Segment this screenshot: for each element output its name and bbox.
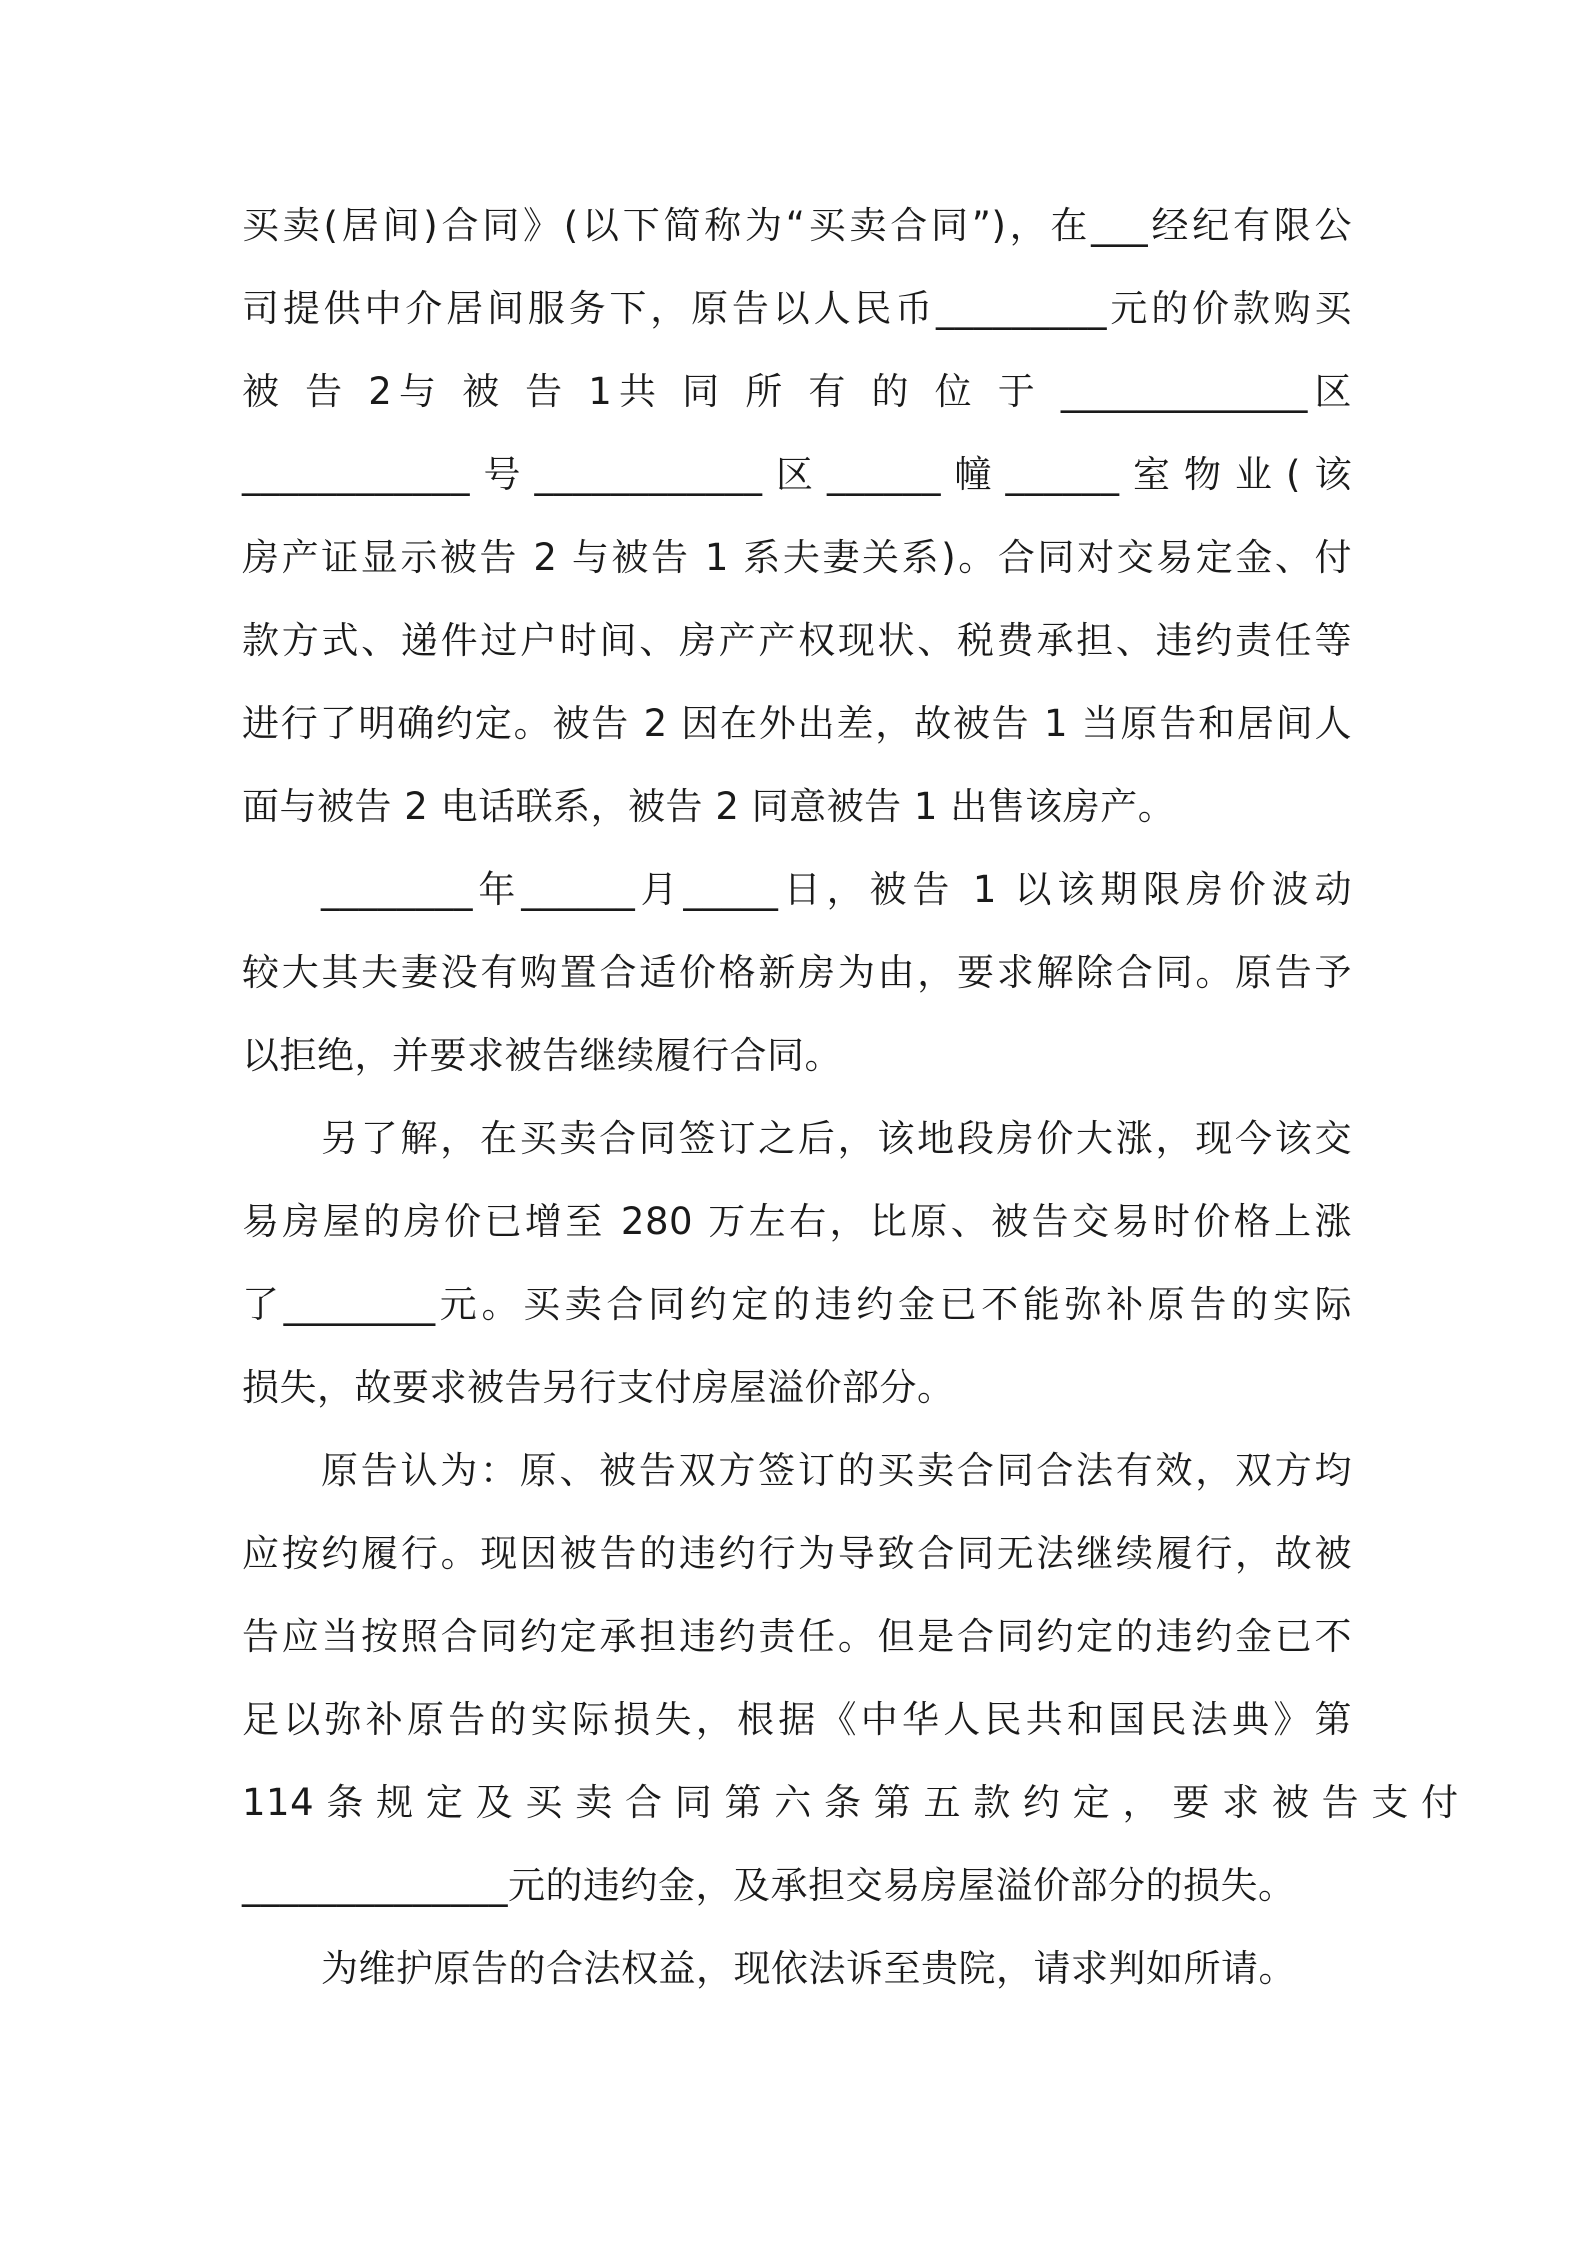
text-line: 款方式、递件过户时间、房产产权现状、税费承担、违约责任等 <box>242 619 1352 662</box>
text-line: 进行了明确约定。被告 2 因在外出差，故被告 1 当原告和居间人 <box>242 702 1352 745</box>
text-line: 以拒绝，并要求被告继续履行合同。 <box>242 1034 842 1077</box>
text-line: 了________元。买卖合同约定的违约金已不能弥补原告的实际 <box>242 1283 1352 1326</box>
text-line: 为维护原告的合法权益，现依法诉至贵院，请求判如所请。 <box>321 1947 1296 1990</box>
text-line: 面与被告 2 电话联系，被告 2 同意被告 1 出售该房产。 <box>242 785 1176 828</box>
text-line: 另了解，在买卖合同签订之后，该地段房价大涨，现今该交 <box>321 1117 1352 1160</box>
text-line: 买卖(居间)合同》(以下简称为“买卖合同”)，在___经纪有限公 <box>242 204 1352 247</box>
text-line: 足以弥补原告的实际损失，根据《中华人民共和国民法典》第 <box>242 1698 1352 1741</box>
text-line: 易房屋的房价已增至 280 万左右，比原、被告交易时价格上涨 <box>242 1200 1352 1243</box>
text-line: ____________号____________区______幢______室物业(该 <box>242 453 1352 496</box>
text-line: 被 告 2与 被 告 1共 同 所 有 的 位 于 _____________区 <box>242 370 1352 413</box>
text-line: 告应当按照合同约定承担违约责任。但是合同约定的违约金已不 <box>242 1615 1352 1658</box>
text-line: 损失，故要求被告另行支付房屋溢价部分。 <box>242 1366 955 1409</box>
text-line: 原告认为：原、被告双方签订的买卖合同合法有效，双方均 <box>321 1449 1352 1492</box>
text-line: 较大其夫妻没有购置合适价格新房为由，要求解除合同。原告予 <box>242 951 1352 994</box>
text-line: 114 条 规 定 及 买 卖 合 同 第 六 条 第 五 款 约 定 ， 要 求 被 告 支 付 <box>242 1781 1459 1824</box>
text-line: ______________元的违约金，及承担交易房屋溢价部分的损失。 <box>242 1864 1296 1907</box>
text-line: 应按约履行。现因被告的违约行为导致合同无法继续履行，故被 <box>242 1532 1352 1575</box>
text-line: 房产证显示被告 2 与被告 1 系夫妻关系)。合同对交易定金、付 <box>242 536 1352 579</box>
text-line: 司提供中介居间服务下，原告以人民币_________元的价款购买 <box>242 287 1352 330</box>
text-line: ________年______月_____日，被告 1 以该期限房价波动 <box>321 868 1352 911</box>
